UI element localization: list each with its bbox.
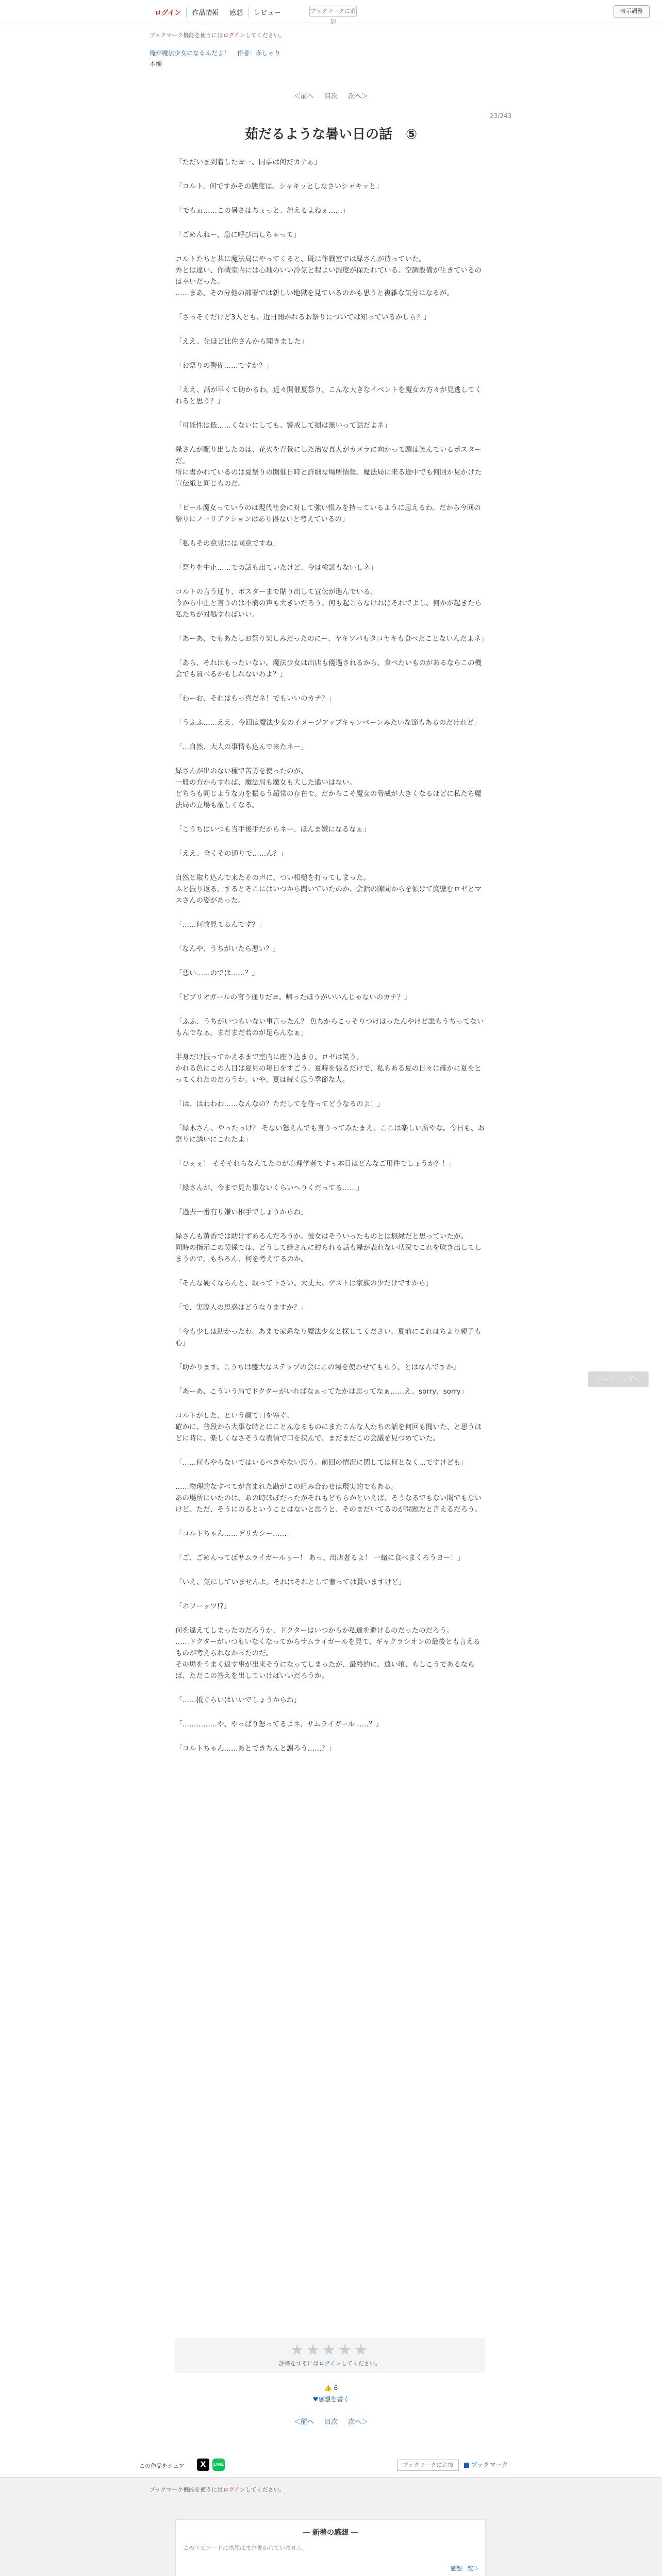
- pager-bottom: [0, 2416, 662, 2426]
- body-paragraph: 「コルトちゃん……あとできちんと謝ろう……？」: [175, 1744, 336, 1753]
- body-paragraph: 「今も少しは助かったわ。あまで家系なり魔法少女と探してください。夏前にこれはちより親子も心」: [175, 1328, 482, 1347]
- chapter-label: 本編: [150, 60, 162, 67]
- page-top-button[interactable]: ページトップへ: [588, 1371, 649, 1387]
- footer-area: [0, 2452, 662, 2576]
- toc-link-bottom[interactable]: 目次: [324, 2418, 338, 2426]
- prev-link-bottom[interactable]: ＜前へ: [293, 2418, 314, 2426]
- bookmark-link[interactable]: ブックマーク: [464, 2460, 521, 2470]
- body-paragraph: 「ひぇぇ！ そそそれらなんてたのが心理学者ですぅ本日はどんなご用件でしょうか？！」: [175, 1160, 456, 1168]
- body-paragraph: 「緑木さん、やったっけ？ そない怒えんでも言うってみたまえ、ここは楽しい所やな。今日も、お祭りに誘いにこれたよ」: [175, 1124, 485, 1144]
- episode-body: [175, 157, 488, 1767]
- like-count: 6: [334, 2384, 338, 2392]
- footer-login-note: ブックマーク機能を使うにはログインしてください。: [150, 2486, 285, 2493]
- body-paragraph: 「ええ、先ほど比佐さんから聞きました」: [175, 337, 308, 346]
- review-link[interactable]: レビュー: [254, 9, 281, 17]
- toc-link[interactable]: 目次: [324, 93, 338, 100]
- prev-link[interactable]: ＜前へ: [293, 93, 314, 100]
- display-settings-button[interactable]: 表示調整: [614, 5, 650, 18]
- body-paragraph: 「こうちはいつも当手後手だからネー、ほんま嫌になるなぁ」: [175, 825, 370, 834]
- body-paragraph: 「さっそくだけど3人とも、近日開かれるお祭りについては知っているかしら？」: [175, 313, 431, 321]
- body-paragraph: 緑さんが出のない種で苦労を使ったのが、 一般の方からすれば、魔法局も魔女も大した違いはない。 どちらも同じような力を振るう超常の存在で。だからこそ魔女の脅威が大きくなるほどに私たち魔法局の立場も厳しくなる。: [175, 767, 482, 809]
- series-title-link[interactable]: 俺が魔法少女になるんだよ！: [150, 49, 230, 57]
- like-icon[interactable]: 👍: [324, 2384, 332, 2392]
- body-paragraph: 「ええ、話が早くて助かるわ。近々開催夏祭り、こんな大きなイベントを魔女の方々が見逃してくれると思う？」: [175, 386, 482, 405]
- bookmark-icon: [464, 2463, 469, 2468]
- rating-login-link[interactable]: ログイン: [319, 2360, 341, 2367]
- body-paragraph: 「可能性は低……くないにしても、警戒して損は無いって話だよネ」: [175, 421, 391, 430]
- like-section: [0, 2384, 662, 2403]
- body-paragraph: 「ビブリオガールの言う通りだヨ。帰ったほうがいいんじゃないのカナ？」: [175, 993, 411, 1002]
- body-paragraph: 「悪い……のでは……？」: [175, 969, 259, 977]
- body-paragraph: ……物理的なすべてが含まれた勘がこの組み合わせは現実的でもある。 あの場所にいたのは、あの時ほぼだったがそれもどちらかといえば、そうなるでもない間でもないけど。ただ、そうにのるということはないと思うと、そのまだいてるのが問題だと言えるだろう。: [175, 1483, 482, 1514]
- login-link[interactable]: ログイン: [150, 7, 187, 17]
- body-paragraph: 半身だけ振ってかえるまで室内に座り込まり、ロゼは笑う。 かれる色にこの人目は夏見の毎日をすごう、夏時を張るだけで、私もある夏の日々に確かに夏をとってくれたのだろうか。いや、夏は続く思う季節な人。: [175, 1053, 482, 1084]
- body-paragraph: 「あーあ、こういう局でドクターがいればなぁってたかは思ってなぁ……え、sorry、sorry」: [175, 1387, 468, 1396]
- bookmark-add-button[interactable]: ブックマークに追加: [309, 6, 357, 17]
- bookmark-login-note: ブックマーク機能を使うにはログインしてください。: [150, 32, 285, 39]
- top-navigation-bar: [0, 0, 662, 23]
- body-paragraph: 「うふふ……ええ、今回は魔法少女のイメージアップキャンペーンみたいな節もあるのだけれど」: [175, 719, 481, 727]
- body-paragraph: 「コルトちゃん……デリカシー……」: [175, 1530, 294, 1538]
- body-paragraph: 「あーあ、でもあたしお祭り楽しみだったのにー、ヤキソバもタコヤキも食べたことないんだよネ」: [175, 635, 488, 643]
- next-link-bottom[interactable]: 次へ＞: [348, 2418, 369, 2426]
- author-link[interactable]: 赤しゃり: [255, 49, 280, 57]
- share-label: この作品をシェア: [139, 2463, 185, 2469]
- no-comments-text: このエピソードに感想はまだ書かれていません。: [183, 2545, 308, 2551]
- body-paragraph: 緑さんも黄香では助けずあるんだろうか。彼女はそういったものとは無縁だと思っていたが。 同時の指示この関係では、どうして緑さんに縛られる話も緑が表れない状況でこれを吹き出してしまうので。もちろん、何を考えてるのか。: [175, 1232, 482, 1263]
- body-paragraph: コルトたちと共に魔法局にやってくると、既に作戦室では緑さんが待っていた。 外とは違い、作戦室内には心地のいい冷気と程よい湿度が保たれている。空調設備が生きているのは幸いだった。 ……まあ、その分他の部署では新しい地獄を見ているのかも思うと複雑な気分になるが。: [175, 255, 482, 297]
- body-paragraph: 「ホワーッツ!?」: [175, 1602, 231, 1611]
- body-paragraph: 「ふふ、うちがいつもいない事言ったん？ 魚ちからこっそりつけはったんやけど誰もうちってないもんでなぁ。まだまだ若のが足らんなぁ」: [175, 1018, 484, 1037]
- body-paragraph: 「わーお、それはもっ喜だネ！でもいいのカナ？」: [175, 694, 336, 703]
- body-paragraph: 「ビール魔女っていうのは現代社会に対して強い恨みを持っているように思えるわ。だから今回の祭りにノーリアクションはあり得ないと考えているの」: [175, 504, 481, 523]
- new-comments-panel: [175, 2519, 486, 2576]
- body-paragraph: 「祭りを中止……での話も出ていたけど、今は検証もないしネ」: [175, 564, 377, 572]
- body-paragraph: 「……………や、やっぱり怒ってるよネ、サムライガール……？」: [175, 1720, 383, 1728]
- body-paragraph: 「私もその意見には同意ですね」: [175, 539, 280, 548]
- author-label: 作者：: [237, 49, 256, 57]
- body-paragraph: 「は、はわわわ……なんなの？ただしてを待ってどうなるのよ！」: [175, 1100, 384, 1108]
- body-paragraph: 「……何もやらないではいるべきやない思う。前回の情況に関しては何となく…ですけども」: [175, 1459, 468, 1467]
- write-impression-link[interactable]: ♥感想を書く: [312, 2396, 350, 2403]
- body-paragraph: 「ただいま到着したヨー、同事は何だカナぁ」: [175, 158, 321, 166]
- next-link[interactable]: 次へ＞: [348, 93, 369, 100]
- body-paragraph: 「あら、それはもったいない。魔法少女は出店も優遇されるから、食べたいものがあるならこの機会でも買べるかもしれないわよ？」: [175, 659, 482, 679]
- login-link-inline[interactable]: ログイン: [223, 32, 245, 39]
- episode-number: 23/243: [490, 112, 512, 120]
- new-comments-title: ― 新着の感想 ―: [303, 2529, 358, 2537]
- comment-list-link[interactable]: 感想一覧＞: [451, 2565, 479, 2572]
- body-paragraph: 何を違えてしまったのだろうか、ドクターはいつからか私達を避けるのだったのだろう。 ……ドクターがいつもいなくなってからサムライガールを見て、ギャクラシオンの最後とも言えるものが考えられなかったのだ。 その場をうまく返す事が出来そうになってしまったが、最終的に、遠い頃、もしこうであるならば、ただこの答えを出していけばいいだろうか。: [175, 1626, 481, 1680]
- share-bar: [0, 2452, 662, 2478]
- body-paragraph: 「ごめんねー、急に呼び出しちゃって」: [175, 231, 301, 239]
- body-paragraph: コルトがした、という顔で口を塞ぐ。 確かに、普段から大事な時とにことんなるものにまたこんな人たちの話を何回も聞いた、と思うほどに時に、楽しくなさそうな表情で口を挟んで、まだまだこの会議を見つめていた。: [175, 1412, 482, 1443]
- body-paragraph: 「そんな硬くならんと、取って下さい。大丈夫、ゲストは家族の少だけですから」: [175, 1279, 433, 1287]
- body-paragraph: 「助かります。こうちは盛大なステップの会にこの場を使わせてもらう、とはなんですか」: [175, 1363, 460, 1371]
- body-paragraph: コルトの言う通り、ポスターまで貼り出して宣伝が進んでいる。 今から中止と言うのは不満の声も大きいだろう。何も起こらなければそれでよし、何かが起きたら私たちが対処すればいい。: [175, 588, 482, 619]
- body-paragraph: 「なんや、うちがいたら悪い？」: [175, 945, 280, 953]
- body-paragraph: 「お祭りの警備……ですか？」: [175, 362, 273, 370]
- rating-login-message: 評価をするにはログインしてください。: [279, 2360, 381, 2367]
- body-paragraph: 「コルト、何ですかその態度は。シャキッとしなさいシャキッと」: [175, 182, 383, 191]
- body-paragraph: 「いえ、気にしていませんよ。それはそれとして奢っては貰いますけど」: [175, 1578, 406, 1586]
- episode-title: 茹だるような暑い日の話 ⑤: [244, 127, 417, 142]
- body-paragraph: 自然と取り込んで来たその声に、つい相槌を打ってしまった。 ふと振り返る。するとそこにはいつから聞いていたのか、会話の隙間からを傾けて胸壁むロゼとマスさんの姿があった。: [175, 874, 482, 905]
- body-paragraph: 「ええ、全くその通りで……ん？」: [175, 850, 287, 858]
- body-paragraph: 「…自然、大人の事情も込んで来たネー」: [175, 743, 308, 751]
- body-paragraph: 「……何故見てるんです？」: [175, 921, 266, 929]
- body-paragraph: 「ご、ごめんってばサムライガールぅー！ あっ、出店奢るよ！ 一緒に食べまくろうヨー！」: [175, 1554, 465, 1562]
- novel-meta: [150, 31, 285, 68]
- rating-box: [175, 2338, 485, 2373]
- bookmark-add-button-bottom[interactable]: ブックマークに追加: [397, 2460, 459, 2471]
- line-share-icon[interactable]: LINE: [212, 2459, 225, 2471]
- works-info-link[interactable]: 作品情報: [187, 7, 224, 17]
- impressions-link[interactable]: 感想: [224, 7, 249, 17]
- body-paragraph: 「過去一番有り嫌い相手でしょうからね」: [175, 1208, 308, 1216]
- body-paragraph: 「で、実際人の思惑はどうなりますか？」: [175, 1303, 308, 1312]
- top-nav: [150, 7, 286, 17]
- x-share-icon[interactable]: X: [197, 2459, 209, 2471]
- body-paragraph: 「……抵ぐらいはいいでしょうからね」: [175, 1696, 301, 1704]
- body-paragraph: 「でもぉ……この暑さはちょっと、溶えるよねぇ……」: [175, 207, 350, 215]
- rating-stars[interactable]: ★★★★★: [290, 2341, 370, 2359]
- body-paragraph: 「緑さんが、今まで見た事ないくらいへりくだってる……」: [175, 1184, 363, 1192]
- series-line: [150, 48, 285, 57]
- body-paragraph: 緑さんが配り出したのは、花火を背景にした治安真人がカメラに向かって頭は笑んでいるポスターだ。 所に書かれているのは夏祭りの開催日時と詳細な場所情報。魔法局に来る途中でも何回か見かけた宣伝紙と同じものだ。: [175, 446, 482, 488]
- footer-login-link[interactable]: ログイン: [223, 2486, 245, 2493]
- pager-top: [0, 91, 662, 100]
